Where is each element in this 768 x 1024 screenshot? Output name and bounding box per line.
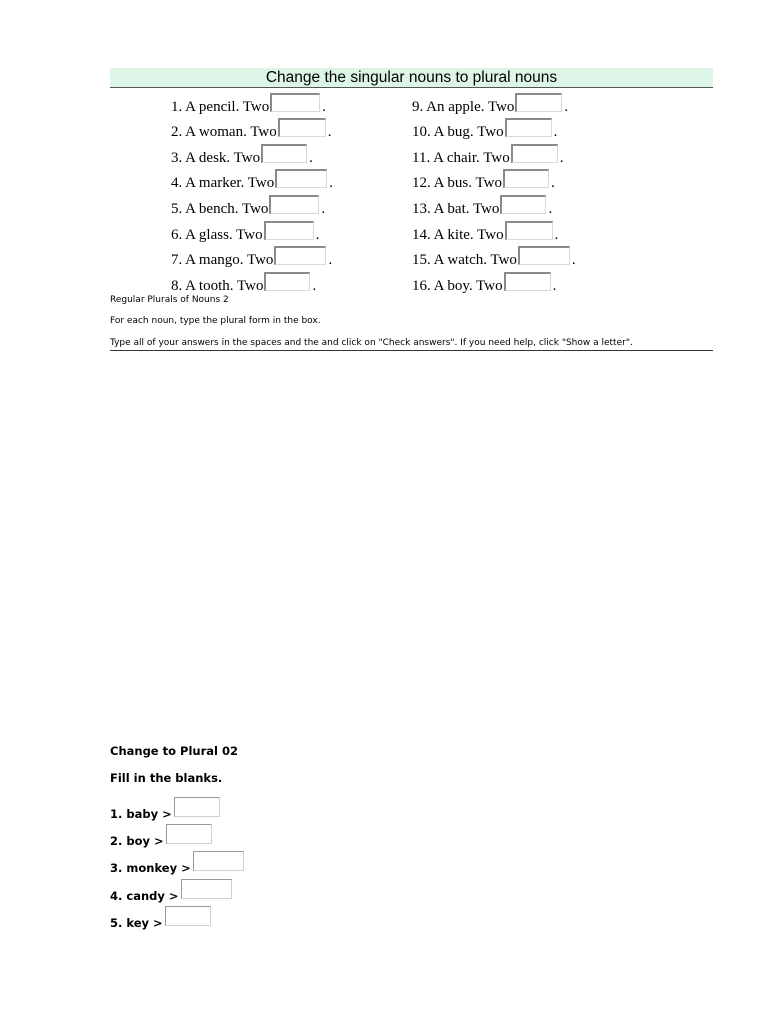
blank-row	[110, 906, 211, 930]
exercise1-title: Change the singular nouns to plural nouns	[110, 68, 713, 88]
right-question-column	[412, 90, 576, 295]
blank-input[interactable]	[174, 797, 220, 817]
question-text: 12. A bus. Two	[412, 175, 502, 192]
answer-input[interactable]	[515, 93, 562, 112]
answer-input[interactable]	[504, 272, 551, 291]
period: .	[315, 226, 320, 243]
answer-input[interactable]	[264, 272, 310, 291]
question-row	[412, 167, 576, 193]
period: .	[329, 175, 333, 192]
question-text: 1. A pencil. Two	[171, 98, 270, 115]
question-row	[412, 269, 576, 295]
period: .	[559, 149, 564, 166]
answer-input[interactable]	[278, 118, 326, 137]
period: .	[327, 124, 332, 141]
answer-input[interactable]	[269, 195, 319, 214]
blank-label: 5. key >	[110, 916, 163, 930]
question-row	[171, 269, 333, 295]
question-row	[412, 218, 576, 244]
blank-label: 4. candy >	[110, 889, 179, 903]
period: .	[328, 252, 333, 269]
question-text: 11. A chair. Two	[412, 149, 510, 166]
question-row	[171, 192, 333, 218]
exercise1-subtitle: Regular Plurals of Nouns 2	[110, 295, 229, 305]
answer-input[interactable]	[275, 169, 327, 188]
question-row	[171, 218, 333, 244]
question-text: 13. A bat. Two	[412, 200, 500, 217]
period: .	[552, 277, 557, 294]
divider-line	[110, 350, 713, 351]
question-text: 16. A boy. Two	[412, 277, 503, 294]
question-text: 3. A desk. Two	[171, 149, 261, 166]
answer-input[interactable]	[270, 93, 320, 112]
question-row	[171, 141, 333, 167]
question-row	[171, 90, 333, 116]
period: .	[312, 277, 317, 294]
question-text: 9. An apple. Two	[412, 98, 515, 115]
answer-input[interactable]	[500, 195, 546, 214]
blank-input[interactable]	[193, 851, 244, 871]
answer-input[interactable]	[518, 246, 570, 265]
question-text: 8. A tooth. Two	[171, 277, 264, 294]
answer-input[interactable]	[503, 169, 549, 188]
answer-input[interactable]	[261, 144, 307, 163]
period: .	[550, 175, 555, 192]
answer-input[interactable]	[264, 221, 314, 240]
question-text: 7. A mango. Two	[171, 252, 274, 269]
question-row	[412, 244, 576, 270]
period: .	[548, 200, 553, 217]
answer-input[interactable]	[505, 221, 553, 240]
blank-input[interactable]	[166, 824, 212, 844]
question-text: 10. A bug. Two	[412, 124, 504, 141]
period: .	[571, 252, 576, 269]
blank-row	[110, 824, 212, 848]
exercise1-instruction: For each noun, type the plural form in the box.	[110, 316, 321, 326]
period: .	[553, 124, 558, 141]
blank-label: 3. monkey >	[110, 861, 191, 875]
blank-row	[110, 797, 220, 821]
question-row	[412, 141, 576, 167]
period: .	[322, 98, 327, 115]
question-text: 15. A watch. Two	[412, 252, 517, 269]
question-row	[412, 192, 576, 218]
question-row	[412, 90, 576, 116]
blank-input[interactable]	[165, 906, 211, 926]
period: .	[564, 98, 569, 115]
left-question-column	[171, 90, 333, 295]
blank-input[interactable]	[181, 879, 232, 899]
question-text: 6. A glass. Two	[171, 226, 263, 243]
question-row	[171, 167, 333, 193]
exercise2-instruction: Fill in the blanks.	[110, 771, 223, 785]
question-text: 14. A kite. Two	[412, 226, 504, 243]
answer-input[interactable]	[505, 118, 552, 137]
period: .	[321, 200, 326, 217]
question-text: 4. A marker. Two	[171, 175, 275, 192]
question-row	[171, 116, 333, 142]
question-text: 5. A bench. Two	[171, 200, 269, 217]
question-text: 2. A woman. Two	[171, 124, 277, 141]
blank-row	[110, 879, 232, 903]
blank-label: 2. boy >	[110, 834, 164, 848]
answer-input[interactable]	[511, 144, 558, 163]
question-row	[412, 116, 576, 142]
period: .	[554, 226, 559, 243]
question-row	[171, 244, 333, 270]
exercise1-help-text: Type all of your answers in the spaces and the and click on "Check answers". If you need help, click "Show a letter".	[110, 338, 633, 348]
period: .	[309, 149, 313, 166]
blank-label: 1. baby >	[110, 807, 172, 821]
answer-input[interactable]	[274, 246, 326, 265]
blank-row	[110, 851, 244, 875]
exercise2-title: Change to Plural 02	[110, 744, 238, 758]
